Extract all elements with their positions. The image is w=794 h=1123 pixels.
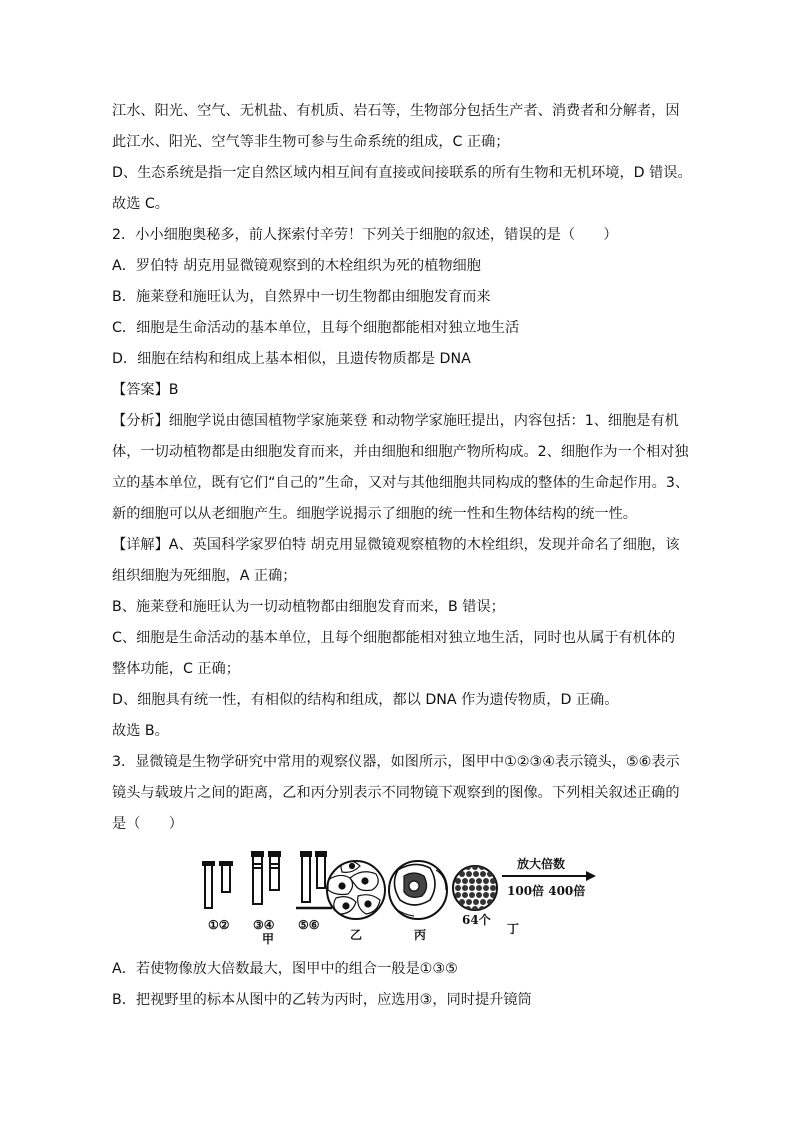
label-jia: 甲 <box>262 932 275 946</box>
analysis-line: 立的基本单位，既有它们“自己的”生命，又对与其他细胞共同构成的整体的生命起作用。3、 <box>112 475 690 491</box>
detail-line: B、施莱登和施旺认为一切动植物都由细胞发育而来，B 错误； <box>112 599 505 615</box>
distance-diagram-icon <box>296 852 332 908</box>
document-page <box>112 96 697 1016</box>
option-b: B．把视野里的标本从图中的乙转为丙时，应选用③，同时提升镜筒 <box>112 992 532 1008</box>
option-a: A．罗伯特 胡克用显微镜观察到的木栓组织为死的植物细胞 <box>112 258 481 274</box>
question-3-stem: 镜头与载玻片之间的距离，乙和丙分别表示不同物镜下观察到的图像。下列相关叙述正确的 <box>112 785 680 801</box>
label-ding: 丁 <box>507 922 520 936</box>
detail-line: D、细胞具有统一性，有相似的结构和组成，都以 DNA 作为遗传物质，D 正确。 <box>112 692 619 708</box>
field-view-ding <box>453 864 497 912</box>
arrow-right-icon <box>502 871 596 881</box>
option-b: B．施莱登和施旺认为，自然界中一切生物都由细胞发育而来 <box>112 289 491 305</box>
label-dist-56: ⑤⑥ <box>298 918 320 932</box>
answer-line: 【答案】B <box>112 382 179 398</box>
option-c: C．细胞是生命活动的基本单位，且每个细胞都能相对独立地生活 <box>112 320 520 336</box>
detail-line: 组织细胞为死细胞，A 正确； <box>112 568 297 584</box>
conclusion-line: 故选 B。 <box>112 723 169 739</box>
analysis-line: 体，一切动植物都是由细胞发育而来，并由细胞和细胞产物所构成。2、细胞作为一个相对独 <box>112 444 689 460</box>
field-view-yi <box>327 861 385 919</box>
question-2-stem: 2．小小细胞奥秘多，前人探索付辛劳！下列关于细胞的叙述，错误的是（ ） <box>112 227 618 243</box>
text-block-top <box>112 96 697 840</box>
text-line: 故选 C。 <box>112 196 169 212</box>
label-magnification-values: 100倍 400倍 <box>507 884 586 898</box>
microscope-figure <box>112 850 697 946</box>
option-d: D．细胞在结构和组成上基本相似，且遗传物质都是 DNA <box>112 351 471 367</box>
label-bing: 丙 <box>414 928 427 942</box>
label-magnification-title: 放大倍数 <box>517 857 566 871</box>
text-line: 江水、阳光、空气、无机盐、有机质、岩石等，生物部分包括生产者、消费者和分解者，因 <box>112 103 680 119</box>
label-lens-12: ①② <box>208 918 230 932</box>
analysis-line: 【分析】细胞学说由德国植物学家施莱登 和动物学家施旺提出，内容包括：1、细胞是有机 <box>112 413 679 429</box>
eyepiece-lens-icon <box>203 862 232 908</box>
text-block-bottom <box>112 954 697 1016</box>
label-lens-34: ③④ <box>253 918 275 932</box>
label-yi: 乙 <box>350 928 363 942</box>
objective-lens-icon <box>252 852 280 904</box>
analysis-line: 新的细胞可以从老细胞产生。细胞学说揭示了细胞的统一性和生物体结构的统一性。 <box>112 506 637 522</box>
detail-line: 整体功能，C 正确； <box>112 661 240 677</box>
question-3-stem: 是（ ） <box>112 816 183 832</box>
text-line: 此江水、阳光、空气等非生物可参与生命系统的组成，C 正确； <box>112 134 510 150</box>
option-a: A．若使物像放大倍数最大，图甲中的组合一般是①③⑤ <box>112 961 458 977</box>
field-view-bing <box>389 861 447 919</box>
text-line: D、生态系统是指一定自然区域内相互间有直接或间接联系的所有生物和无机环境，D 错误。 <box>112 165 692 181</box>
detail-line: 【详解】A、英国科学家罗伯特 胡克用显微镜观察植物的木栓组织，发现并命名了细胞，该 <box>112 537 680 553</box>
question-3-stem: 3．显微镜是生物学研究中常用的观察仪器，如图所示，图甲中①②③④表示镜头，⑤⑥表示 <box>112 754 680 770</box>
detail-line: C、细胞是生命活动的基本单位，且每个细胞都能相对独立地生活，同时也从属于有机体的 <box>112 630 676 646</box>
label-count: 64个 <box>462 913 491 927</box>
